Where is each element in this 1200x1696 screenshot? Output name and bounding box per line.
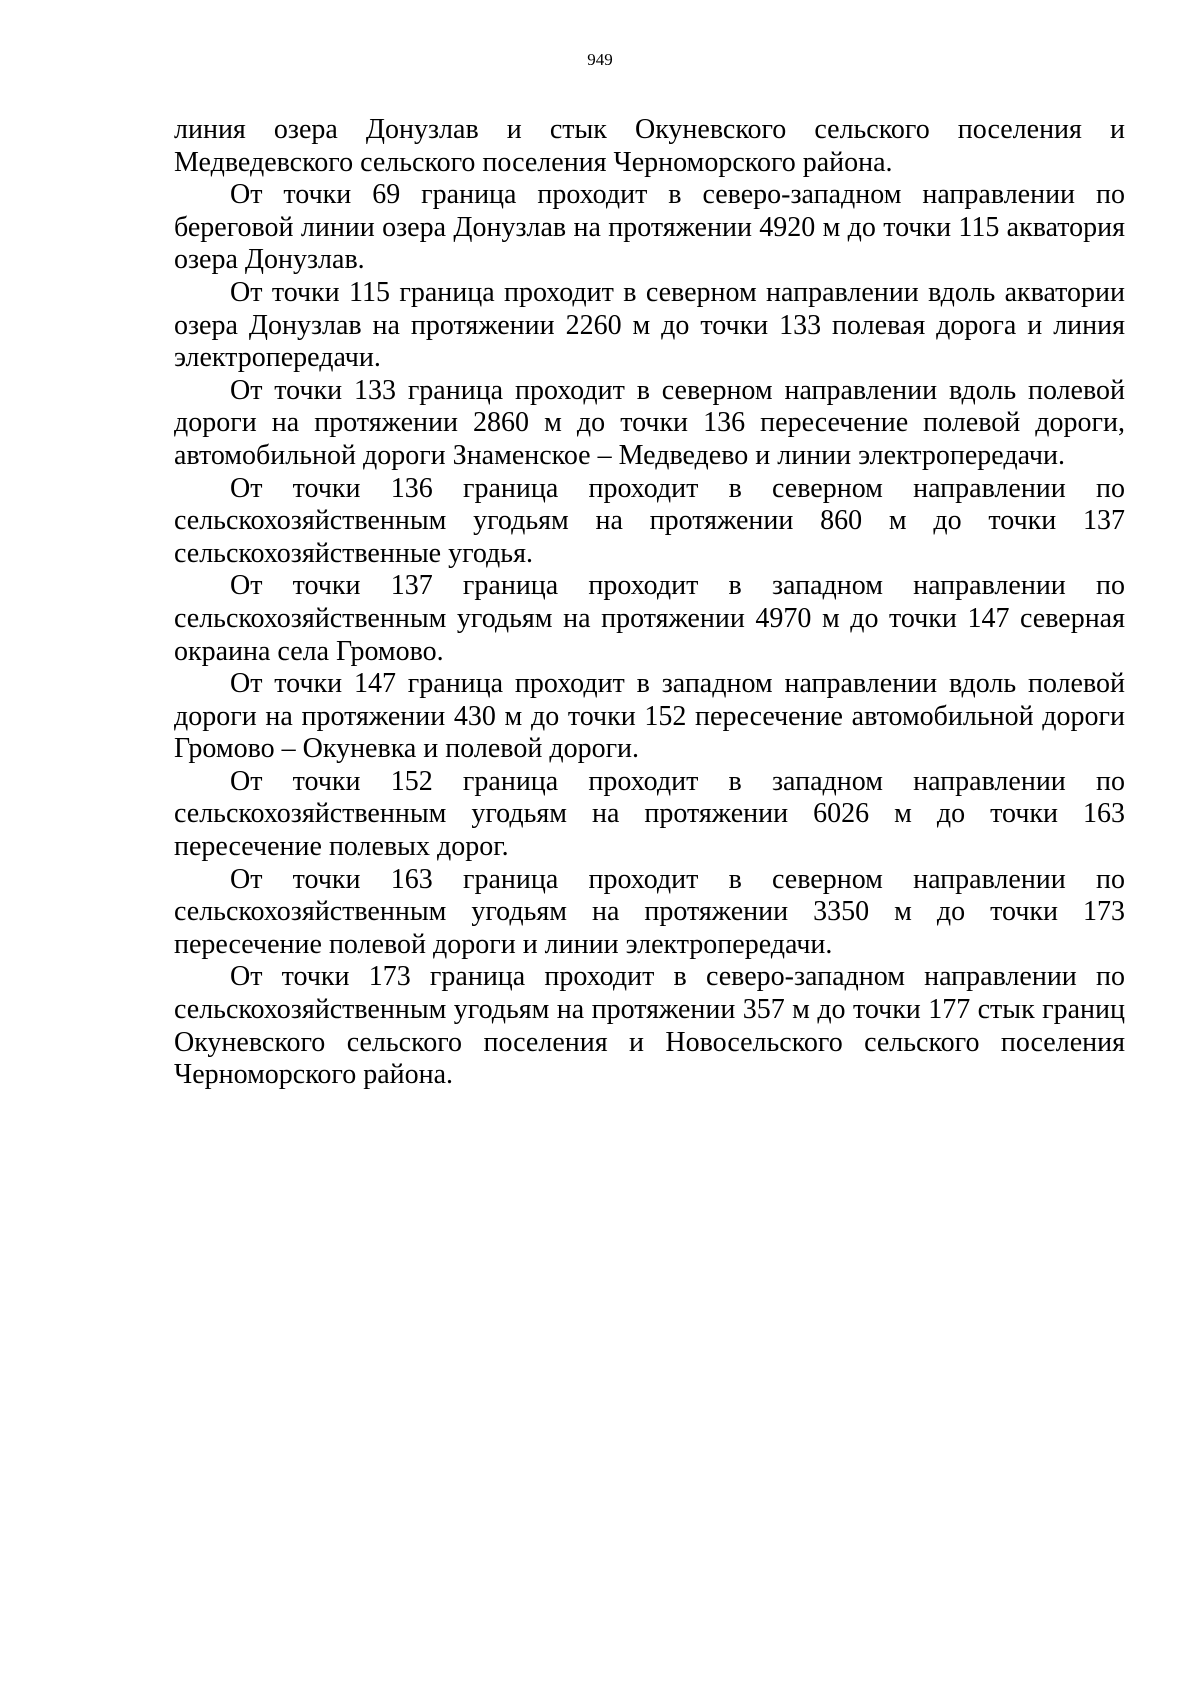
paragraph-point-152: От точки 152 граница проходит в западном направлении по сельскохозяйственным угодьям на протяжении 6026 м до точки 163 пересечение полевых дорог. bbox=[174, 765, 1125, 863]
paragraph-point-136: От точки 136 граница проходит в северном направлении по сельскохозяйственным угодьям на протяжении 860 м до точки 137 сельскохозяйственные угодья. bbox=[174, 472, 1125, 569]
paragraph-point-115: От точки 115 граница проходит в северном направлении вдоль акватории озера Донузлав на протяжении 2260 м до точки 133 полевая дорога и линия электропередачи. bbox=[174, 276, 1125, 374]
paragraph-point-137: От точки 137 граница проходит в западном направлении по сельскохозяйственным угодьям на протяжении 4970 м до точки 147 северная окраина села Громово. bbox=[174, 570, 1125, 667]
page-number: 949 bbox=[587, 50, 613, 69]
paragraph-point-147: От точки 147 граница проходит в западном направлении вдоль полевой дороги на протяжении 430 м до точки 152 пересечение автомобильной дороги Громово – Окуневка и полевой дороги. bbox=[174, 668, 1125, 765]
paragraph-point-69: От точки 69 граница проходит в северо-западном направлении по береговой линии озера Донузлав на протяжении 4920 м до точки 115 акватория озера Донузлав. bbox=[174, 179, 1125, 276]
paragraph-point-163: От точки 163 граница проходит в северном направлении по сельскохозяйственным угодьям на протяжении 3350 м до точки 173 пересечение полевой дороги и линии электропередачи. bbox=[174, 863, 1125, 960]
paragraph-continuation: линия озера Донузлав и стык Окуневского сельского поселения и Медведевского сельского поселения Черноморского района. bbox=[174, 114, 1125, 178]
document-body bbox=[174, 114, 1125, 1092]
paragraph-point-133: От точки 133 граница проходит в северном направлении вдоль полевой дороги на протяжении 2860 м до точки 136 пересечение полевой дороги, автомобильной дороги Знаменское – Медведево и линии электропередачи. bbox=[174, 374, 1125, 471]
paragraph-point-173: От точки 173 граница проходит в северо-западном направлении по сельскохозяйственным угодьям на протяжении 357 м до точки 177 стык границ Окуневского сельского поселения и Новосельского сельского поселения Черноморского района. bbox=[174, 961, 1125, 1091]
